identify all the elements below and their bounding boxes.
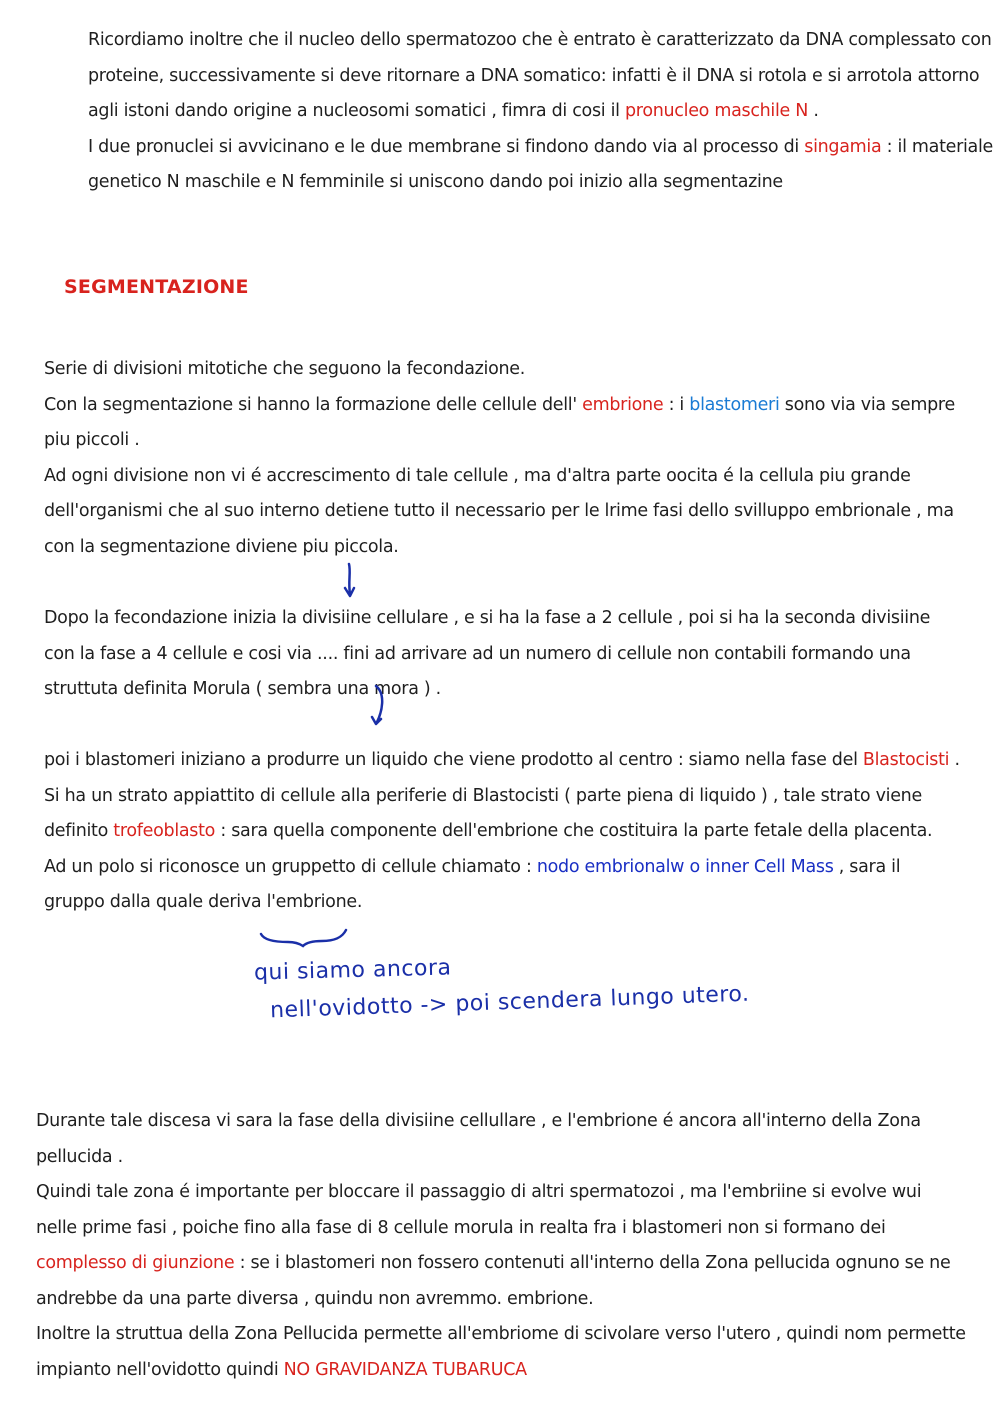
intro-text	[88, 23, 993, 201]
zona-pellucida-text	[36, 1104, 966, 1388]
highlight-complesso-giunzione: complesso di giunzione	[36, 1253, 235, 1273]
text-span: : i	[663, 394, 690, 415]
paragraph	[44, 388, 964, 459]
highlight-no-gravidanza: NO GRAVIDANZA TUBARUCA	[283, 1359, 527, 1380]
text-span: sono via via sempre piu piccoli .	[44, 394, 955, 450]
text-span: .	[808, 101, 819, 121]
highlight-inner-cell-mass: nodo embrionalw o inner Cell Mass	[536, 856, 834, 877]
paragraph	[36, 1317, 966, 1388]
text-span: Con la segmentazione si hanno la formazione delle cellule dell'	[44, 394, 583, 415]
text-span: .	[949, 750, 960, 770]
text-span: Ricordiamo inoltre che il nucleo dello spermatozoo che è entrato è caratterizzato da DNA complessato con proteine, successivamente si deve ritornare a DNA somatico: infatti è il DNA si rotola e si arrotola attorno agli istoni dando origine a nucleosomi somatici , fimra di cosi il	[88, 30, 992, 121]
paragraph: Ad ogni divisione non vi é accrescimento di tale cellule , ma d'altra parte oocita é la cellula piu grande dell'organismi che al suo interno detiene tutto il necessario per le lrime fasi dello svilluppo embrionale , ma con la segmentazione diviene piu piccola.	[44, 465, 954, 557]
highlight-singamia: singamia	[804, 136, 882, 157]
text-span: : sara quella componente dell'embrione che costituira la parte fetale della placenta.	[215, 821, 933, 841]
paragraph	[44, 743, 964, 779]
blastocisti-text	[44, 743, 964, 921]
paragraph: Dopo la fecondazione inizia la divisiine cellulare , e si ha la fase a 2 cellule , poi si ha la seconda divisiine con la fase a 4 cellule e cosi via .... fini ad arrivare ad un numero di cellule non contabili formando una struttuta definita Morula ( sembra una mora ) .	[44, 608, 931, 699]
text-span: , sara il gruppo dalla quale deriva l'embrione.	[44, 856, 901, 912]
curved-arrow-icon	[368, 684, 390, 730]
highlight-blastocisti: Blastocisti	[862, 750, 950, 770]
text-span: : il materiale genetico N maschile e N femminile si uniscono dando poi inizio alla segmentazine	[88, 136, 994, 192]
paragraph: Durante tale discesa vi sara la fase della divisiine cellullare , e l'embrione é ancora all'interno della Zona pellucida .	[36, 1111, 921, 1167]
text-span: poi i blastomeri iniziano a produrre un liquido che viene prodotto al centro : siamo nella fase del	[44, 750, 863, 770]
text-span: I due pronuclei si avvicinano e le due membrane si findono dando via al processo di	[88, 136, 805, 157]
text-span: Si ha un strato appiattito di cellule alla periferie di Blastocisti ( parte piena di liquido ) , tale strato viene definito	[44, 785, 922, 841]
highlight-trofeoblasto: trofeoblasto	[113, 821, 216, 841]
handwritten-note-line-1: qui siamo ancora	[253, 955, 452, 986]
arrow-down-icon	[340, 562, 360, 602]
paragraph	[36, 1175, 966, 1317]
section-heading: SEGMENTAZIONE	[64, 276, 249, 298]
handwritten-note-line-2: nell'ovidotto -> poi scendera lungo utero.	[269, 981, 750, 1024]
morula-text	[44, 601, 964, 708]
brace-icon	[258, 926, 350, 948]
text-span: Quindi tale zona é importante per bloccare il passaggio di altri spermatozoi , ma l'embriine si evolve wui nelle prime fasi , poiche fino alla fase di 8 cellule morula in realta fra i blastomeri non si formano dei	[36, 1182, 922, 1238]
text-span: Ad un polo si riconosce un gruppetto di cellule chiamato :	[44, 856, 537, 877]
segmentation-text	[44, 352, 964, 565]
intro-paragraph-2	[88, 130, 993, 201]
text-span: Inoltre la struttua della Zona Pellucida permette all'embriome di scivolare verso l'utero , quindi nom permette impianto nell'ovidotto quindi	[36, 1324, 966, 1380]
paragraph	[44, 850, 964, 921]
paragraph: Serie di divisioni mitotiche che seguono la fecondazione.	[44, 359, 526, 379]
text-span: : se i blastomeri non fossero contenuti all'interno della Zona pellucida ognuno se ne andrebbe da una parte diversa , quindu non avremmo. embrione.	[36, 1253, 951, 1309]
paragraph	[44, 779, 964, 850]
highlight-embrione: embrione	[582, 394, 664, 415]
highlight-pronucleo: pronucleo maschile N	[625, 101, 809, 121]
intro-paragraph-1	[88, 23, 993, 130]
highlight-blastomeri: blastomeri	[689, 394, 780, 415]
